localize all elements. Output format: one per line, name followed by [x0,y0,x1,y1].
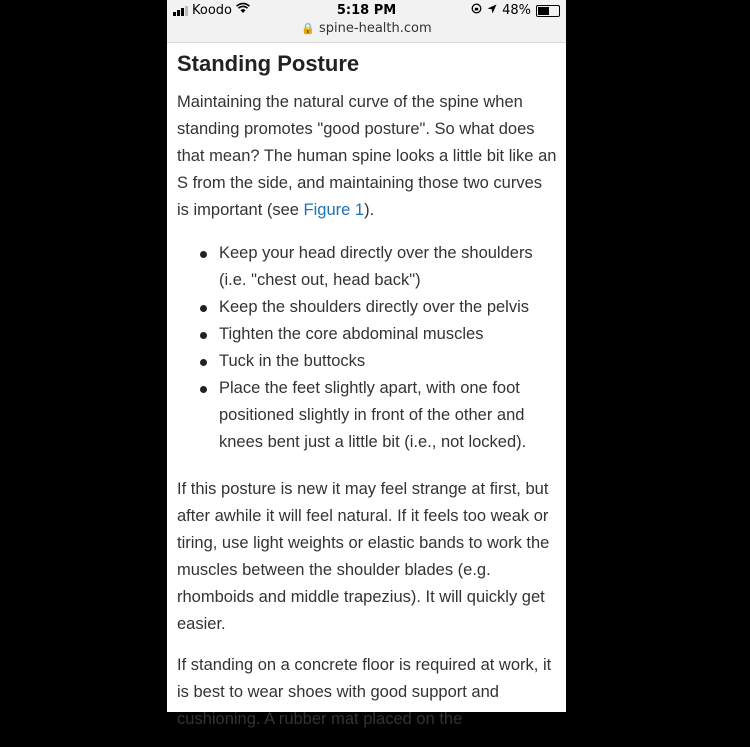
url-text: spine-health.com [319,21,432,36]
location-icon [487,3,497,18]
status-icons [471,3,560,18]
intro-end: ). [364,201,375,219]
bullet-icon [200,359,207,366]
list-item: Keep your head directly over the shoulders (i.e. "chest out, head back") [219,240,557,294]
url-bar[interactable] [167,22,566,43]
figure-1-link[interactable]: Figure 1 [303,201,365,219]
carrier-name: Koodo [192,3,232,18]
list-item: Keep the shoulders directly over the pelvis [219,294,557,321]
bullet-icon [200,251,207,258]
paragraph-3: If standing on a concrete floor is required at work, it is best to wear shoes with good support and cushioning. A rubber mat placed on the [177,656,552,728]
intro-paragraph [177,89,557,224]
rotation-lock-icon [471,3,482,18]
list-item: Place the feet slightly apart, with one foot positioned slightly in front of the other and knees bent just a little bit (i.e., not locked). [219,375,557,456]
phone-screen [167,0,566,728]
bullet-icon [200,386,207,393]
status-bar [167,0,566,22]
list-item: Tuck in the buttocks [219,348,557,375]
intro-text: Maintaining the natural curve of the spine when standing promotes "good posture". So what does that mean? The human spine looks a little bit like an S from the side, and maintaining those two curves is important (see [177,93,557,219]
lock-icon: 🔒 [301,22,316,35]
battery-icon [536,5,560,17]
battery-percent: 48% [502,3,531,18]
article-heading: Standing Posture [177,51,360,76]
paragraph-2: If this posture is new it may feel strange at first, but after awhile it will feel natural. If it feels too weak or tiring, use light weights or elastic bands to work the muscles between the shoulder blades (e.g. rhomboids and middle trapezius). It will quickly get easier. [177,480,550,633]
list-item: Tighten the core abdominal muscles [219,321,557,348]
clock: 5:18 PM [336,3,397,18]
posture-list [177,240,557,456]
bullet-icon [200,332,207,339]
bullet-icon [200,305,207,312]
article-content [177,43,557,747]
